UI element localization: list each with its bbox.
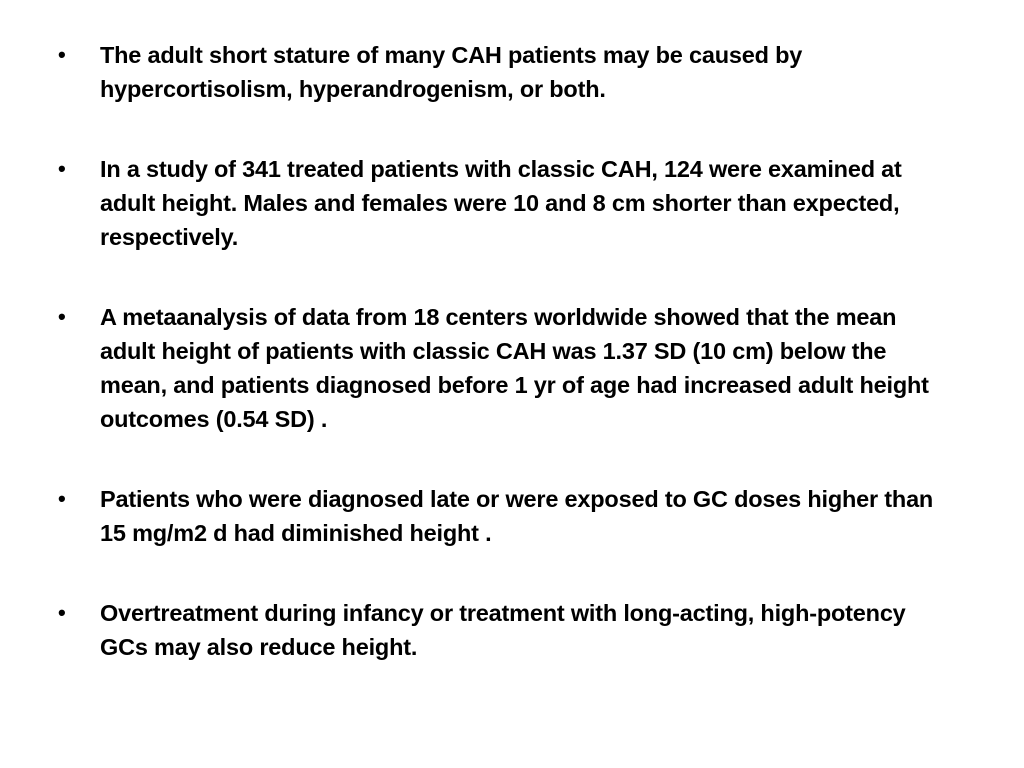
bullet-icon: • <box>58 42 66 67</box>
bullet-text: Patients who were diagnosed late or were exposed to GC doses higher than 15 mg/m2 d had diminished height . <box>100 486 934 546</box>
bullet-text: In a study of 341 treated patients with classic CAH, 124 were examined at adult height. Males and females were 10 and 8 cm shorter than expected, respectively. <box>100 156 902 250</box>
bullet-item <box>58 482 948 550</box>
bullet-list <box>58 38 948 710</box>
bullet-icon: • <box>58 304 66 329</box>
bullet-item <box>58 152 948 254</box>
bullet-text: Overtreatment during infancy or treatment with long-acting, high-potency GCs may also reduce height. <box>100 600 906 660</box>
bullet-item <box>58 300 948 436</box>
bullet-item <box>58 38 948 106</box>
bullet-item <box>58 596 948 664</box>
bullet-text: A metaanalysis of data from 18 centers worldwide showed that the mean adult height of patients with classic CAH was 1.37 SD (10 cm) below the mean, and patients diagnosed before 1 yr of age had increased adult height outcomes (0.54 SD) . <box>100 304 929 432</box>
bullet-icon: • <box>58 600 66 625</box>
bullet-icon: • <box>58 486 66 511</box>
bullet-icon: • <box>58 156 66 181</box>
bullet-text: The adult short stature of many CAH patients may be caused by hypercortisolism, hyperandrogenism, or both. <box>100 42 803 102</box>
